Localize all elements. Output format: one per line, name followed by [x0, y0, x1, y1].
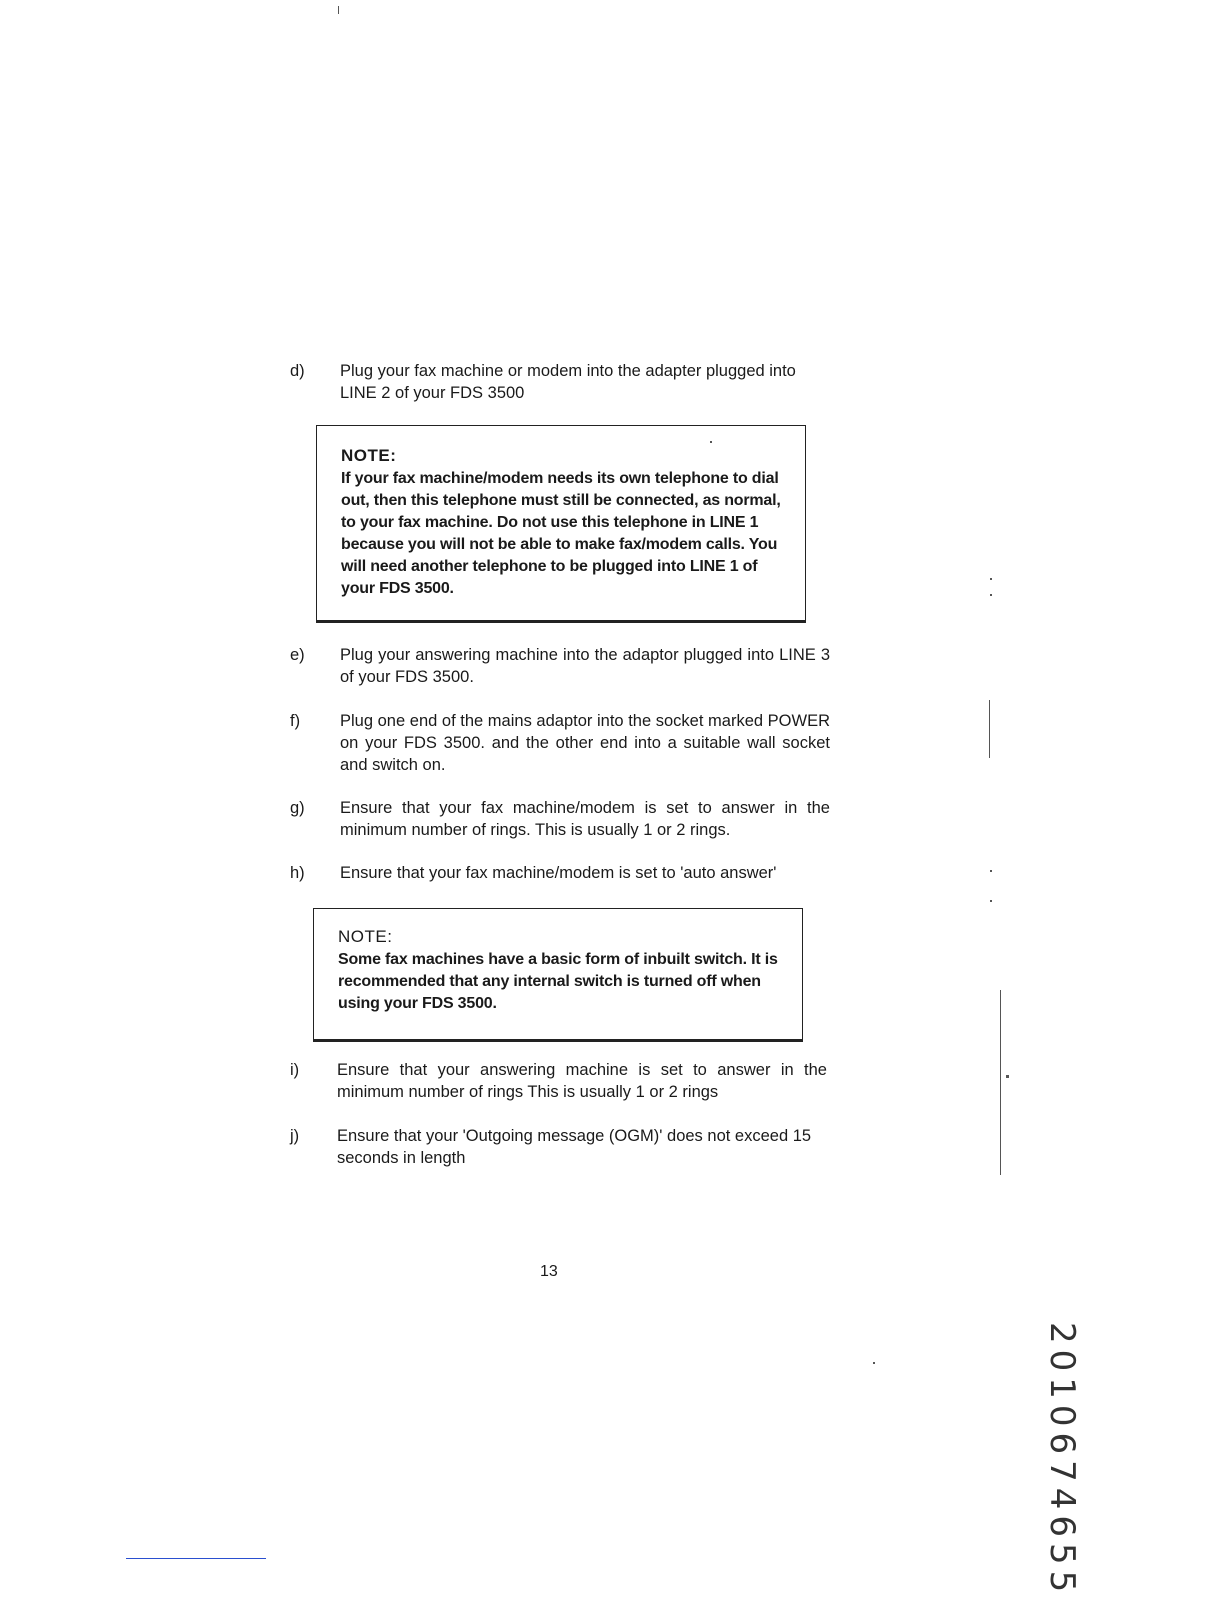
- scan-mark: [338, 6, 339, 14]
- step-text: Ensure that your answering machine is set to answer in the minimum number of rings This is usually 1 or 2 rings: [337, 1061, 827, 1101]
- document-id-stamp: 2010674655: [1042, 1322, 1082, 1598]
- note-heading: NOTE:: [341, 446, 397, 465]
- note-heading: NOTE:: [338, 927, 393, 946]
- step-text: Ensure that your 'Outgoing message (OGM)' does not exceed 15 seconds in length: [337, 1127, 812, 1167]
- scan-mark: [990, 578, 992, 580]
- step-text: Ensure that your fax machine/modem is set to 'auto answer': [340, 864, 777, 882]
- step-text: Ensure that your fax machine/modem is set to answer in the minimum number of rings. This is usually 1 or 2 rings.: [340, 799, 830, 839]
- step-label: d): [290, 362, 305, 380]
- note-body: If your fax machine/modem needs its own telephone to dial out, then this telephone must still be connected, as normal, to your fax machine. Do not use this telephone in LINE 1 because you will not be able to make fax/modem calls. You will need another telephone to be plugged into LINE 1 of your FDS 3500.: [341, 470, 781, 597]
- step-d: [290, 360, 850, 406]
- step-label: f): [290, 712, 301, 730]
- step-label: h): [290, 864, 305, 882]
- step-f: [290, 710, 850, 778]
- step-g: [290, 797, 850, 843]
- note-box-2: [313, 908, 803, 1042]
- footer-rule: [126, 1558, 266, 1559]
- step-label: e): [290, 646, 305, 664]
- scan-mark: [710, 441, 712, 443]
- scan-mark: [990, 594, 992, 596]
- step-label: g): [290, 799, 305, 817]
- scan-mark: [990, 870, 992, 872]
- step-label: j): [290, 1127, 300, 1145]
- scan-mark: [873, 1362, 875, 1364]
- step-text: Plug your fax machine or modem into the adapter plugged into LINE 2 of your FDS 3500: [340, 362, 796, 402]
- step-text: Plug one end of the mains adaptor into the socket marked POWER on your FDS 3500. and the other end into a suitable wall socket and switch on.: [340, 712, 830, 774]
- scan-mark: [989, 700, 990, 758]
- page-number: 13: [540, 1263, 558, 1280]
- step-label: i): [290, 1061, 300, 1079]
- scan-mark: [990, 900, 992, 902]
- note-box-1: [316, 425, 806, 623]
- step-e: [290, 644, 850, 690]
- scan-mark: [1000, 990, 1001, 1175]
- scan-mark: [1006, 1075, 1009, 1078]
- step-i: [290, 1059, 850, 1105]
- step-j: [290, 1125, 850, 1171]
- step-h: [290, 862, 850, 886]
- step-text: Plug your answering machine into the adaptor plugged into LINE 3 of your FDS 3500.: [340, 646, 830, 686]
- note-body: Some fax machines have a basic form of inbuilt switch. It is recommended that any internal switch is turned off when using your FDS 3500.: [338, 951, 778, 1012]
